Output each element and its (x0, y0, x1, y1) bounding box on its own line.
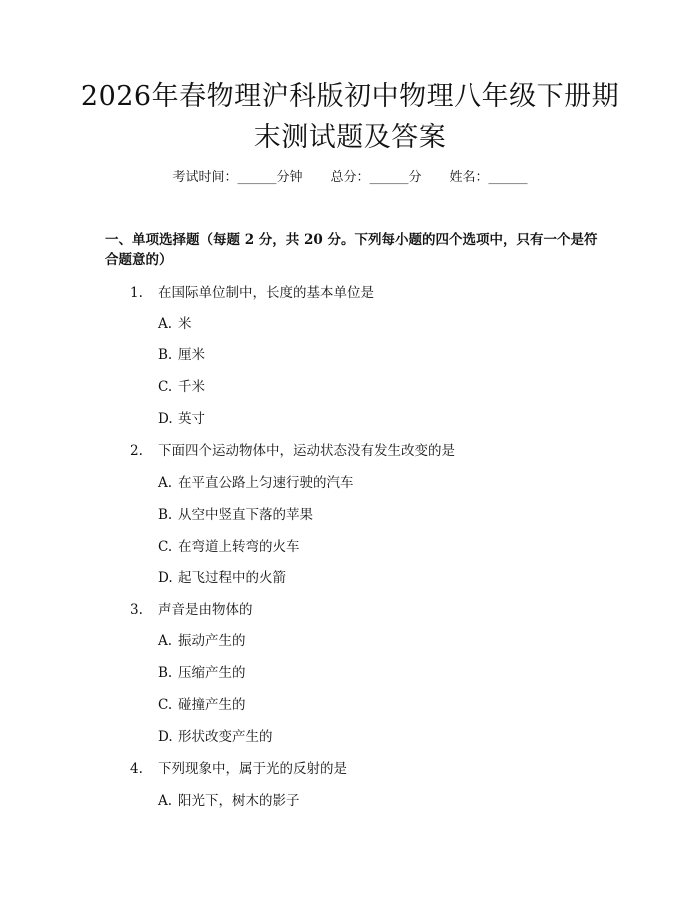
option-text: 起飞过程中的火箭 (178, 570, 286, 586)
option-text: 米 (178, 316, 192, 332)
option-letter: D. (158, 570, 173, 586)
option-text: 英寸 (178, 411, 205, 427)
option-letter: A. (158, 793, 173, 809)
option-text: 阳光下，树木的影子 (178, 793, 300, 809)
exam-time-field: 考试时间：______分钟 (172, 170, 303, 185)
option-text: 千米 (178, 379, 205, 395)
option-text: 从空中竖直下落的苹果 (178, 507, 313, 523)
question-text: 下列现象中，属于光的反射的是 (158, 761, 347, 777)
question-number: 4. (130, 761, 143, 777)
question-text: 声音是由物体的 (158, 602, 253, 618)
option-letter: A. (158, 475, 173, 491)
option-letter: B. (158, 347, 173, 363)
question-text: 下面四个运动物体中，运动状态没有发生改变的是 (158, 443, 455, 459)
option-text: 形状改变产生的 (178, 729, 273, 745)
option-text: 碰撞产生的 (178, 697, 246, 713)
option-letter: B. (158, 665, 173, 681)
option-letter: C. (158, 379, 173, 395)
question-number: 2. (130, 443, 143, 459)
question-number: 1. (130, 285, 143, 301)
option-letter: B. (158, 507, 173, 523)
option-text: 厘米 (178, 347, 205, 363)
option-text: 在平直公路上匀速行驶的汽车 (178, 475, 354, 491)
title-line-2: 末测试题及答案 (253, 122, 447, 153)
option-text: 振动产生的 (178, 633, 246, 649)
section-heading: 一、单项选择题（每题 2 分，共 20 分。下列每小题的四个选项中，只有一个是符合题意的） (105, 232, 598, 268)
title-line-1: 2026年春物理沪科版初中物理八年级下册期 (80, 81, 620, 112)
option-letter: D. (158, 411, 173, 427)
option-text: 在弯道上转弯的火车 (178, 539, 300, 555)
question-text: 在国际单位制中，长度的基本单位是 (158, 285, 374, 301)
question-number: 3. (130, 602, 143, 618)
total-score-field: 总分：______分 (330, 170, 422, 185)
exam-info-line (0, 168, 700, 188)
document-title (60, 76, 640, 158)
option-letter: C. (158, 539, 173, 555)
option-letter: A. (158, 633, 173, 649)
student-name-field: 姓名：______ (449, 170, 528, 185)
option-letter: A. (158, 316, 173, 332)
option-letter: C. (158, 697, 173, 713)
option-text: 压缩产生的 (178, 665, 246, 681)
option-letter: D. (158, 729, 173, 745)
